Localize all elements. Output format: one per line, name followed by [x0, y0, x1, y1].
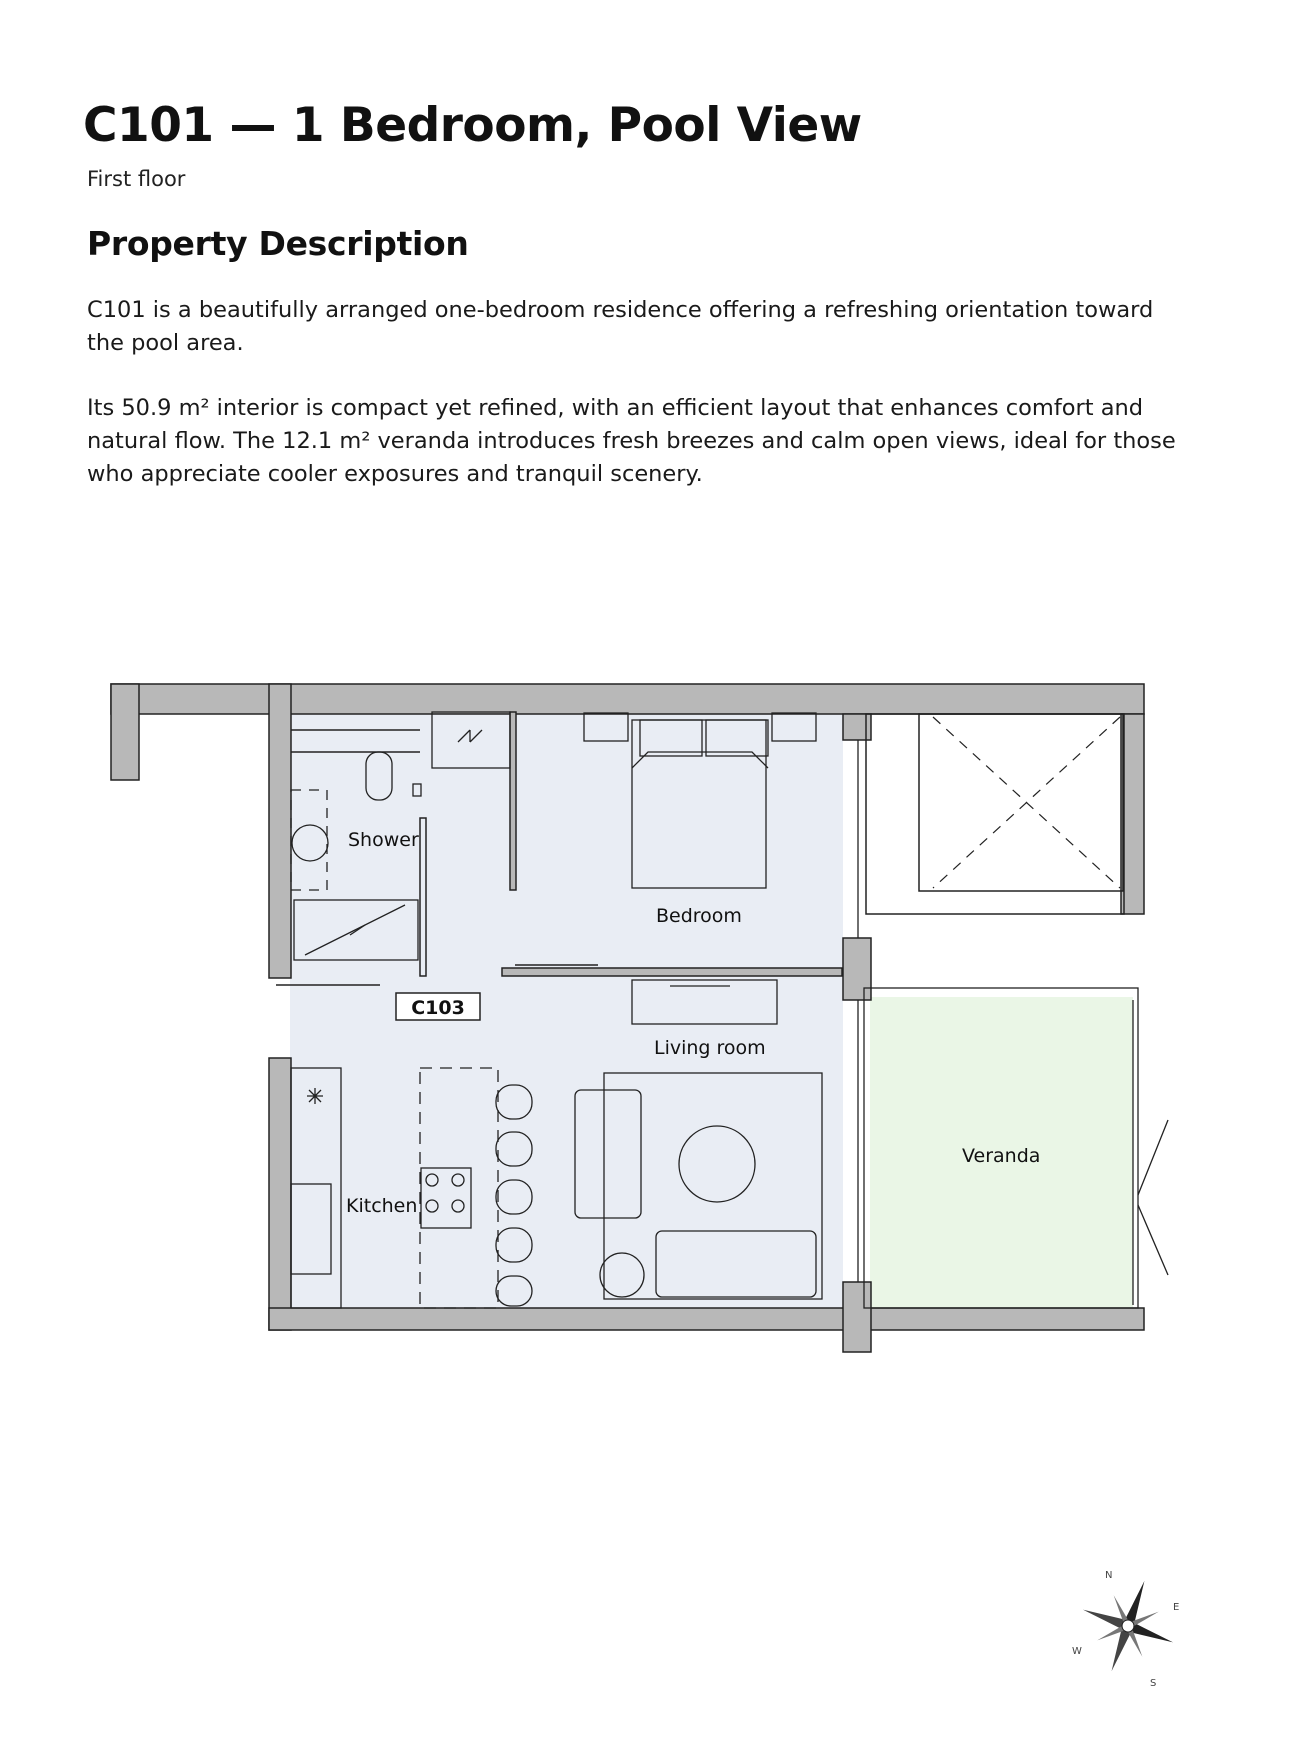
void-marker	[933, 717, 1120, 888]
compass-rose-icon	[1060, 1560, 1200, 1690]
room-label-veranda: Veranda	[962, 1145, 1041, 1167]
compass-west: W	[1072, 1646, 1082, 1657]
compass-north: N	[1105, 1570, 1113, 1581]
description-paragraph-1: C101 is a beautifully arranged one-bedroom residence offering a refreshing orientation toward the pool area.	[87, 297, 1154, 356]
page-title: C101 — 1 Bedroom, Pool View	[83, 98, 862, 153]
compass-south: S	[1150, 1678, 1157, 1689]
compass-east: E	[1173, 1602, 1180, 1613]
floor-plan	[100, 670, 1180, 1380]
description-paragraph-2: Its 50.9 m² interior is compact yet refined, with an efficient layout that enhances comfort and natural flow. The 12.1 m² veranda introduces fresh breezes and calm open views, ideal for those who appreciate cooler exposures and tranquil scenery.	[87, 395, 1176, 487]
floor-label: First floor	[87, 167, 186, 191]
room-label-shower: Shower	[348, 829, 419, 851]
section-heading: Property Description	[87, 224, 469, 263]
room-label-kitchen: Kitchen	[346, 1195, 418, 1217]
unit-tag: C103	[411, 997, 465, 1019]
room-label-living: Living room	[654, 1037, 766, 1059]
room-label-bedroom: Bedroom	[656, 905, 742, 927]
interior-fill	[290, 710, 843, 1308]
